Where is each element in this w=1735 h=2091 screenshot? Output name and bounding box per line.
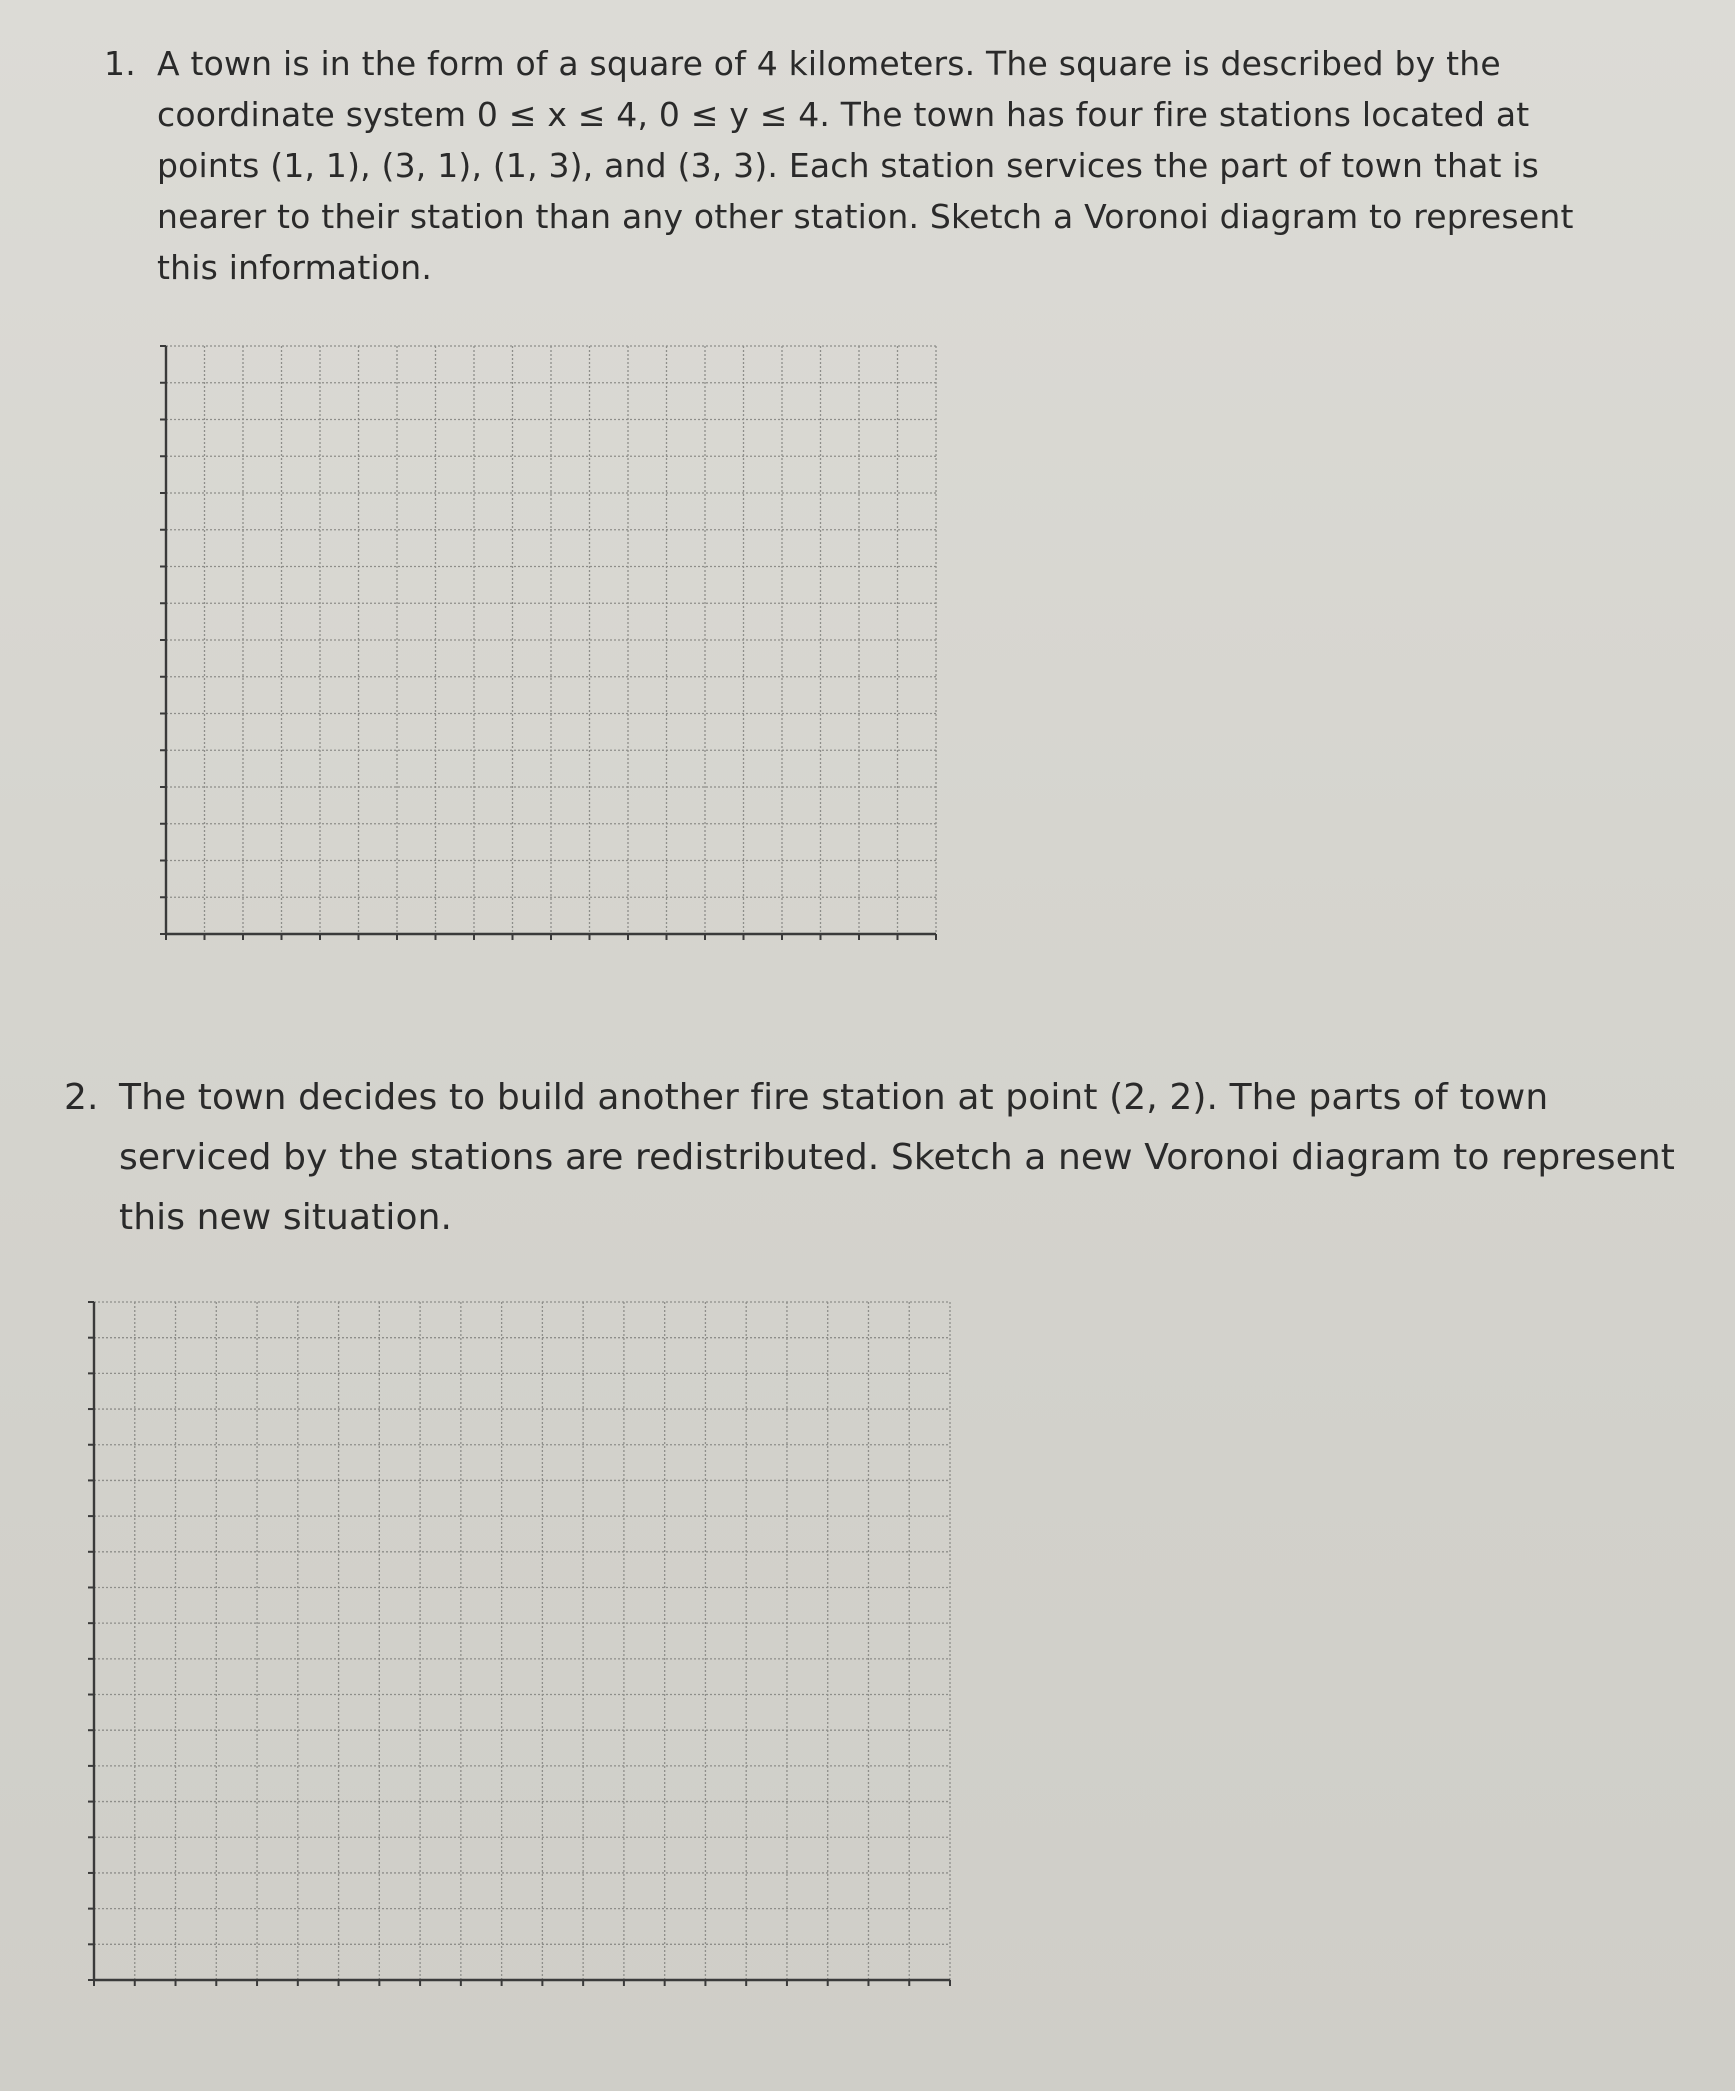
answer-grid-1[interactable]	[160, 340, 942, 940]
graph-paper-2[interactable]	[88, 1296, 956, 1986]
graph-paper-1[interactable]	[160, 340, 942, 940]
question-2	[64, 1068, 1684, 1248]
question-1-number: 1.	[104, 44, 136, 83]
answer-grid-2[interactable]	[88, 1296, 956, 1986]
question-1	[104, 38, 1624, 293]
question-2-number: 2.	[64, 1077, 99, 1118]
question-2-text: The town decides to build another fire station at point (2, 2). The parts of town serviced by the stations are redistributed. Sketch a new Voronoi diagram to represent this new situation.	[119, 1077, 1675, 1238]
question-1-text: A town is in the form of a square of 4 kilometers. The square is described by the coordinate system 0 ≤ x ≤ 4, 0 ≤ y ≤ 4. The town has four fire stations located at points (1, 1), (3, 1), (1, 3), and (3, 3). Each station services the part of town that is nearer to their station than any other station. Sketch a Voronoi diagram to represent this information.	[157, 44, 1574, 287]
